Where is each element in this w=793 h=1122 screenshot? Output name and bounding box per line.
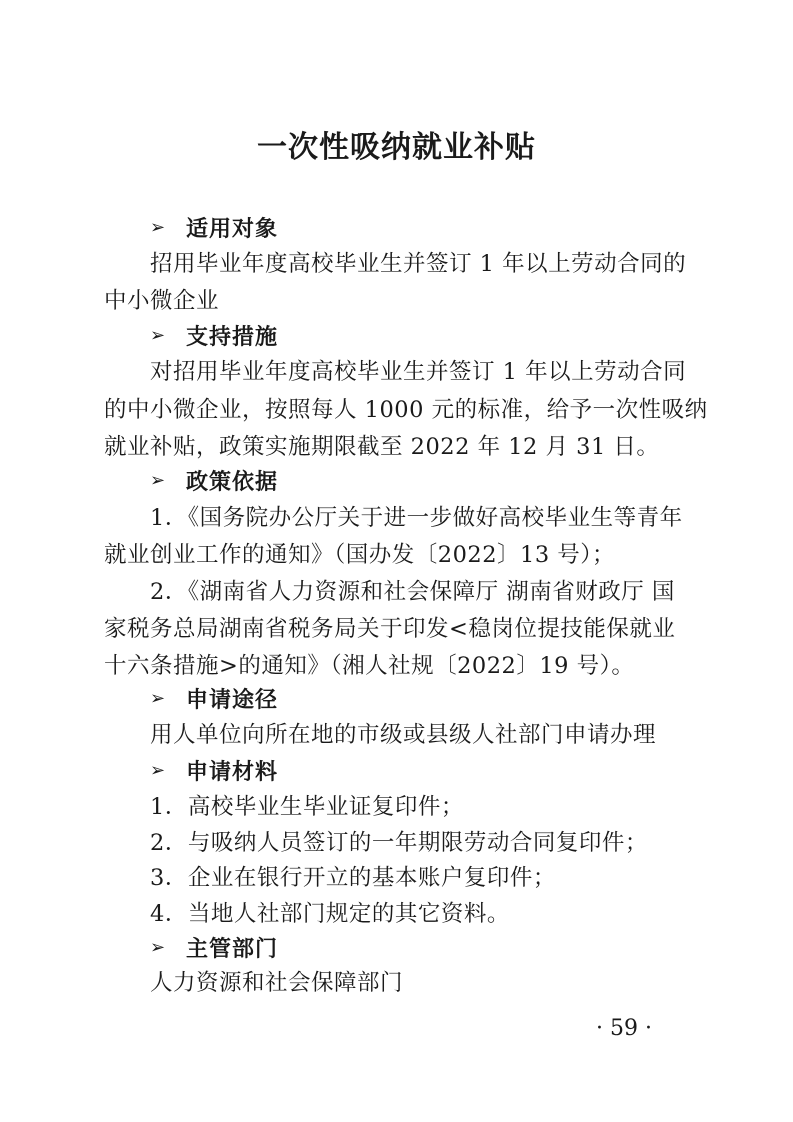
section-heading-channel: [150, 681, 278, 715]
body-line: 十六条措施>的通知》（湘人社规〔2022〕19 号）。: [104, 653, 635, 679]
arrow-bullet-icon: ➢: [150, 687, 167, 709]
list-item: 2．与吸纳人员签订的一年期限劳动合同复印件；: [150, 830, 648, 856]
body-line: 就业补贴，政策实施期限截至 2022 年 12 月 31 日。: [104, 434, 660, 460]
section-heading-department: [150, 930, 278, 964]
body-line: 1．《国务院办公厅关于进一步做好高校毕业生等青年: [150, 505, 683, 531]
arrow-bullet-icon: ➢: [150, 936, 167, 958]
body-line: 对招用毕业年度高校毕业生并签订 1 年以上劳动合同: [150, 359, 687, 385]
arrow-bullet-icon: ➢: [150, 469, 167, 491]
body-line: 2．《湖南省人力资源和社会保障厅 湖南省财政厅 国: [150, 579, 675, 605]
list-item: 3．企业在银行开立的基本账户复印件；: [150, 865, 556, 891]
section-heading-materials: [150, 753, 278, 787]
list-item: 1．高校毕业生毕业证复印件；: [150, 794, 464, 820]
section-heading-applicable: [150, 210, 278, 244]
list-item: 4．当地人社部门规定的其它资料。: [150, 901, 510, 927]
section-heading-label: 申请途径: [186, 687, 279, 713]
body-line: 中小微企业: [104, 288, 220, 314]
arrow-bullet-icon: ➢: [150, 324, 167, 346]
arrow-bullet-icon: ➢: [150, 216, 167, 238]
body-line: 招用毕业年度高校毕业生并签订 1 年以上劳动合同的: [150, 251, 687, 277]
section-heading-label: 支持措施: [186, 324, 279, 350]
section-heading-support: [150, 318, 278, 352]
section-heading-basis: [150, 463, 278, 497]
section-heading-label: 申请材料: [186, 759, 279, 785]
page-number: · 59 ·: [596, 1016, 652, 1041]
arrow-bullet-icon: ➢: [150, 759, 167, 781]
section-heading-label: 适用对象: [186, 216, 279, 242]
section-heading-label: 主管部门: [186, 936, 279, 962]
section-heading-label: 政策依据: [186, 469, 279, 495]
page-title: 一次性吸纳就业补贴: [257, 130, 536, 165]
body-line: 家税务总局湖南省税务局关于印发<稳岗位提技能保就业: [104, 616, 676, 642]
body-line: 就业创业工作的通知》（国办发〔2022〕13 号）；: [104, 542, 616, 568]
body-line: 人力资源和社会保障部门: [150, 970, 404, 996]
body-line: 的中小微企业，按照每人 1000 元的标准，给予一次性吸纳: [104, 397, 708, 423]
body-line: 用人单位向所在地的市级或县级人社部门申请办理: [150, 722, 657, 748]
